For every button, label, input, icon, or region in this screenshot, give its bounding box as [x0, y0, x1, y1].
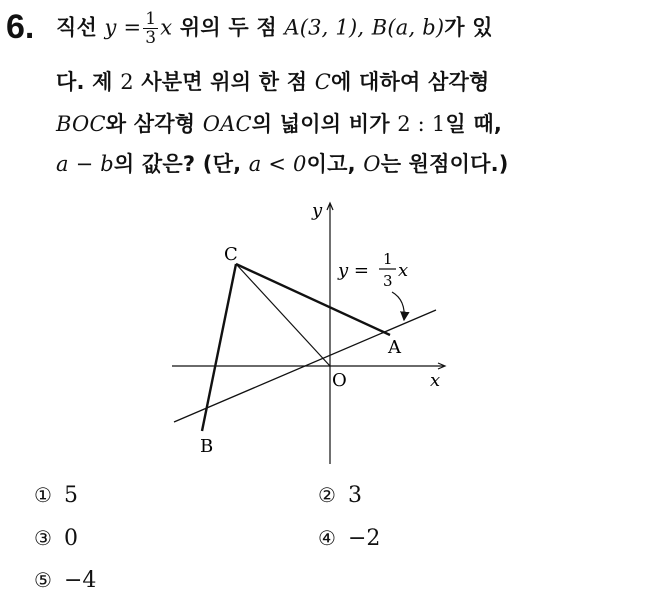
- choice-5-mark: ⑤: [34, 568, 52, 592]
- question-text: 이고,: [306, 152, 356, 176]
- origin-o-label: O: [332, 370, 347, 391]
- question-number: 6.: [6, 8, 35, 46]
- question-text: 일 때,: [445, 112, 503, 136]
- area-ratio: 2 : 1: [397, 112, 446, 136]
- choice-3-mark: ③: [34, 526, 52, 550]
- condition-a-negative: a < 0: [248, 152, 307, 176]
- triangle-oac: OAC: [202, 112, 252, 136]
- triangle-boc: BOC: [56, 112, 106, 136]
- choice-1-mark: ①: [34, 483, 52, 507]
- choice-4-value: −2: [347, 526, 381, 551]
- choice-4[interactable]: [318, 526, 380, 551]
- question-text: 의 값은? (단,: [113, 152, 242, 176]
- choice-5[interactable]: [34, 568, 96, 593]
- line-fraction-denominator: 3: [383, 272, 393, 290]
- choice-2-mark: ②: [318, 483, 336, 507]
- point-a-label: A: [388, 337, 401, 358]
- line-equation-variable: x: [398, 260, 409, 281]
- coordinate-graph: [160, 190, 460, 470]
- choice-2-value: 3: [347, 483, 362, 508]
- question-text: 위의 두 점: [179, 15, 277, 40]
- line-equation-lhs: y =: [338, 260, 369, 281]
- choice-3[interactable]: [34, 526, 78, 551]
- segment-co: [236, 264, 330, 366]
- question-text: 가 있: [444, 15, 493, 40]
- point-b-label: B: [200, 436, 214, 457]
- choice-2[interactable]: [318, 483, 362, 508]
- choice-4-mark: ④: [318, 526, 336, 550]
- question-text: 사분면 위의 한 점: [141, 70, 308, 94]
- question-line-3: [56, 108, 502, 138]
- choice-1-value: 5: [63, 483, 78, 508]
- question-text: 다. 제: [56, 70, 113, 94]
- question-text: 는 원점이다.): [380, 152, 509, 176]
- origin-label: O: [363, 152, 381, 176]
- question-text: 에 대하여 삼각형: [331, 70, 490, 94]
- equation-fraction: [143, 10, 158, 47]
- y-axis-label: y: [312, 200, 323, 221]
- question-text: 와 삼각형: [105, 112, 196, 136]
- expression-a-minus-b: a − b: [56, 152, 114, 176]
- equation-lhs: y =: [104, 15, 142, 40]
- point-c-label: C: [314, 70, 331, 94]
- choice-1[interactable]: [34, 483, 78, 508]
- question-line-4: [56, 148, 509, 178]
- point-b-coordinates: B(a, b): [371, 15, 445, 40]
- question-text: 직선: [56, 15, 97, 40]
- fraction-denominator: 3: [145, 28, 157, 48]
- quadrant-number: 2: [120, 70, 134, 94]
- question-line-1: [56, 10, 493, 47]
- point-c-label: C: [224, 244, 238, 265]
- label-leader-arrow: [392, 292, 404, 320]
- x-axis-label: x: [430, 370, 441, 391]
- fraction-numerator: 1: [145, 9, 157, 29]
- question-line-2: [56, 66, 489, 96]
- point-a-coordinates: A(3, 1),: [284, 15, 365, 40]
- question-text: 의 넓이의 비가: [251, 112, 390, 136]
- line-fraction-numerator: 1: [383, 250, 393, 268]
- equation-variable: x: [160, 15, 173, 40]
- segment-cb: [202, 264, 236, 431]
- choice-5-value: −4: [63, 568, 97, 593]
- choice-3-value: 0: [63, 526, 78, 551]
